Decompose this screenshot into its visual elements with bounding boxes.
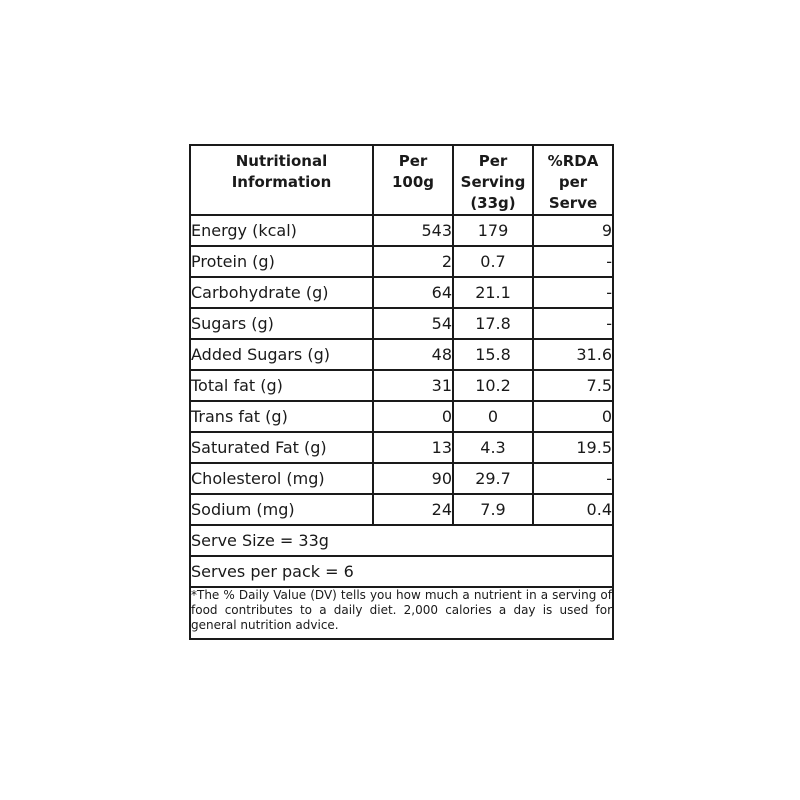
- nutrient-label: Sodium (mg): [190, 494, 373, 525]
- per-100g-value: 48: [373, 339, 453, 370]
- nutrient-row: [190, 339, 613, 370]
- per-100g-value: 13: [373, 432, 453, 463]
- nutrient-row: [190, 401, 613, 432]
- nutrient-label: Trans fat (g): [190, 401, 373, 432]
- header-rda-per-serve: [533, 145, 613, 215]
- rda-value: 9: [533, 215, 613, 246]
- header-line: %RDA: [547, 152, 599, 170]
- nutrient-label: Added Sugars (g): [190, 339, 373, 370]
- serve-size-text: Serve Size = 33g: [190, 525, 613, 556]
- nutrient-label: Sugars (g): [190, 308, 373, 339]
- per-serving-value: 0: [453, 401, 533, 432]
- nutrient-row: [190, 215, 613, 246]
- nutrient-label: Cholesterol (mg): [190, 463, 373, 494]
- nutrient-row: [190, 432, 613, 463]
- rda-value: 19.5: [533, 432, 613, 463]
- header-per-serving: [453, 145, 533, 215]
- serve-size-row: [190, 525, 613, 556]
- header-line: Per: [478, 152, 508, 170]
- header-per-100g: [373, 145, 453, 215]
- rda-value: 31.6: [533, 339, 613, 370]
- per-serving-value: 7.9: [453, 494, 533, 525]
- nutrient-row: [190, 494, 613, 525]
- header-line: Serving: [460, 173, 526, 191]
- nutrient-label: Carbohydrate (g): [190, 277, 373, 308]
- nutrient-rows: [190, 215, 613, 525]
- footnote-row: [190, 587, 613, 639]
- per-serving-value: 15.8: [453, 339, 533, 370]
- per-100g-value: 24: [373, 494, 453, 525]
- header-line: Per: [398, 152, 428, 170]
- per-serving-value: 179: [453, 215, 533, 246]
- per-100g-value: 543: [373, 215, 453, 246]
- header-line: per: [558, 173, 588, 191]
- header-line: Nutritional: [235, 152, 328, 170]
- serves-per-pack-text: Serves per pack = 6: [190, 556, 613, 587]
- nutrient-label: Energy (kcal): [190, 215, 373, 246]
- nutrient-row: [190, 463, 613, 494]
- footnote-text: *The % Daily Value (DV) tells you how much a nutrient in a serving of food contributes to a daily diet. 2,000 calories a day is used for general nutrition advice.: [190, 587, 613, 639]
- header-nutritional-information: [190, 145, 373, 215]
- per-100g-value: 90: [373, 463, 453, 494]
- per-serving-value: 10.2: [453, 370, 533, 401]
- header-line: Serve: [548, 194, 598, 212]
- per-serving-value: 4.3: [453, 432, 533, 463]
- nutrient-row: [190, 308, 613, 339]
- nutrient-row: [190, 277, 613, 308]
- nutrient-label: Saturated Fat (g): [190, 432, 373, 463]
- nutrient-row: [190, 246, 613, 277]
- per-100g-value: 31: [373, 370, 453, 401]
- per-100g-value: 2: [373, 246, 453, 277]
- nutrition-facts-table: [189, 144, 614, 640]
- rda-value: -: [533, 308, 613, 339]
- rda-value: 0.4: [533, 494, 613, 525]
- header-line: Information: [231, 173, 332, 191]
- header-line: (33g): [470, 194, 516, 212]
- rda-value: -: [533, 277, 613, 308]
- per-serving-value: 29.7: [453, 463, 533, 494]
- rda-value: 0: [533, 401, 613, 432]
- rda-value: -: [533, 463, 613, 494]
- serves-per-pack-row: [190, 556, 613, 587]
- rda-value: -: [533, 246, 613, 277]
- per-serving-value: 17.8: [453, 308, 533, 339]
- header-line: 100g: [391, 173, 435, 191]
- per-serving-value: 0.7: [453, 246, 533, 277]
- per-100g-value: 54: [373, 308, 453, 339]
- header-row: [190, 145, 613, 215]
- per-100g-value: 64: [373, 277, 453, 308]
- nutrient-label: Total fat (g): [190, 370, 373, 401]
- per-serving-value: 21.1: [453, 277, 533, 308]
- nutrient-row: [190, 370, 613, 401]
- per-100g-value: 0: [373, 401, 453, 432]
- nutrient-label: Protein (g): [190, 246, 373, 277]
- rda-value: 7.5: [533, 370, 613, 401]
